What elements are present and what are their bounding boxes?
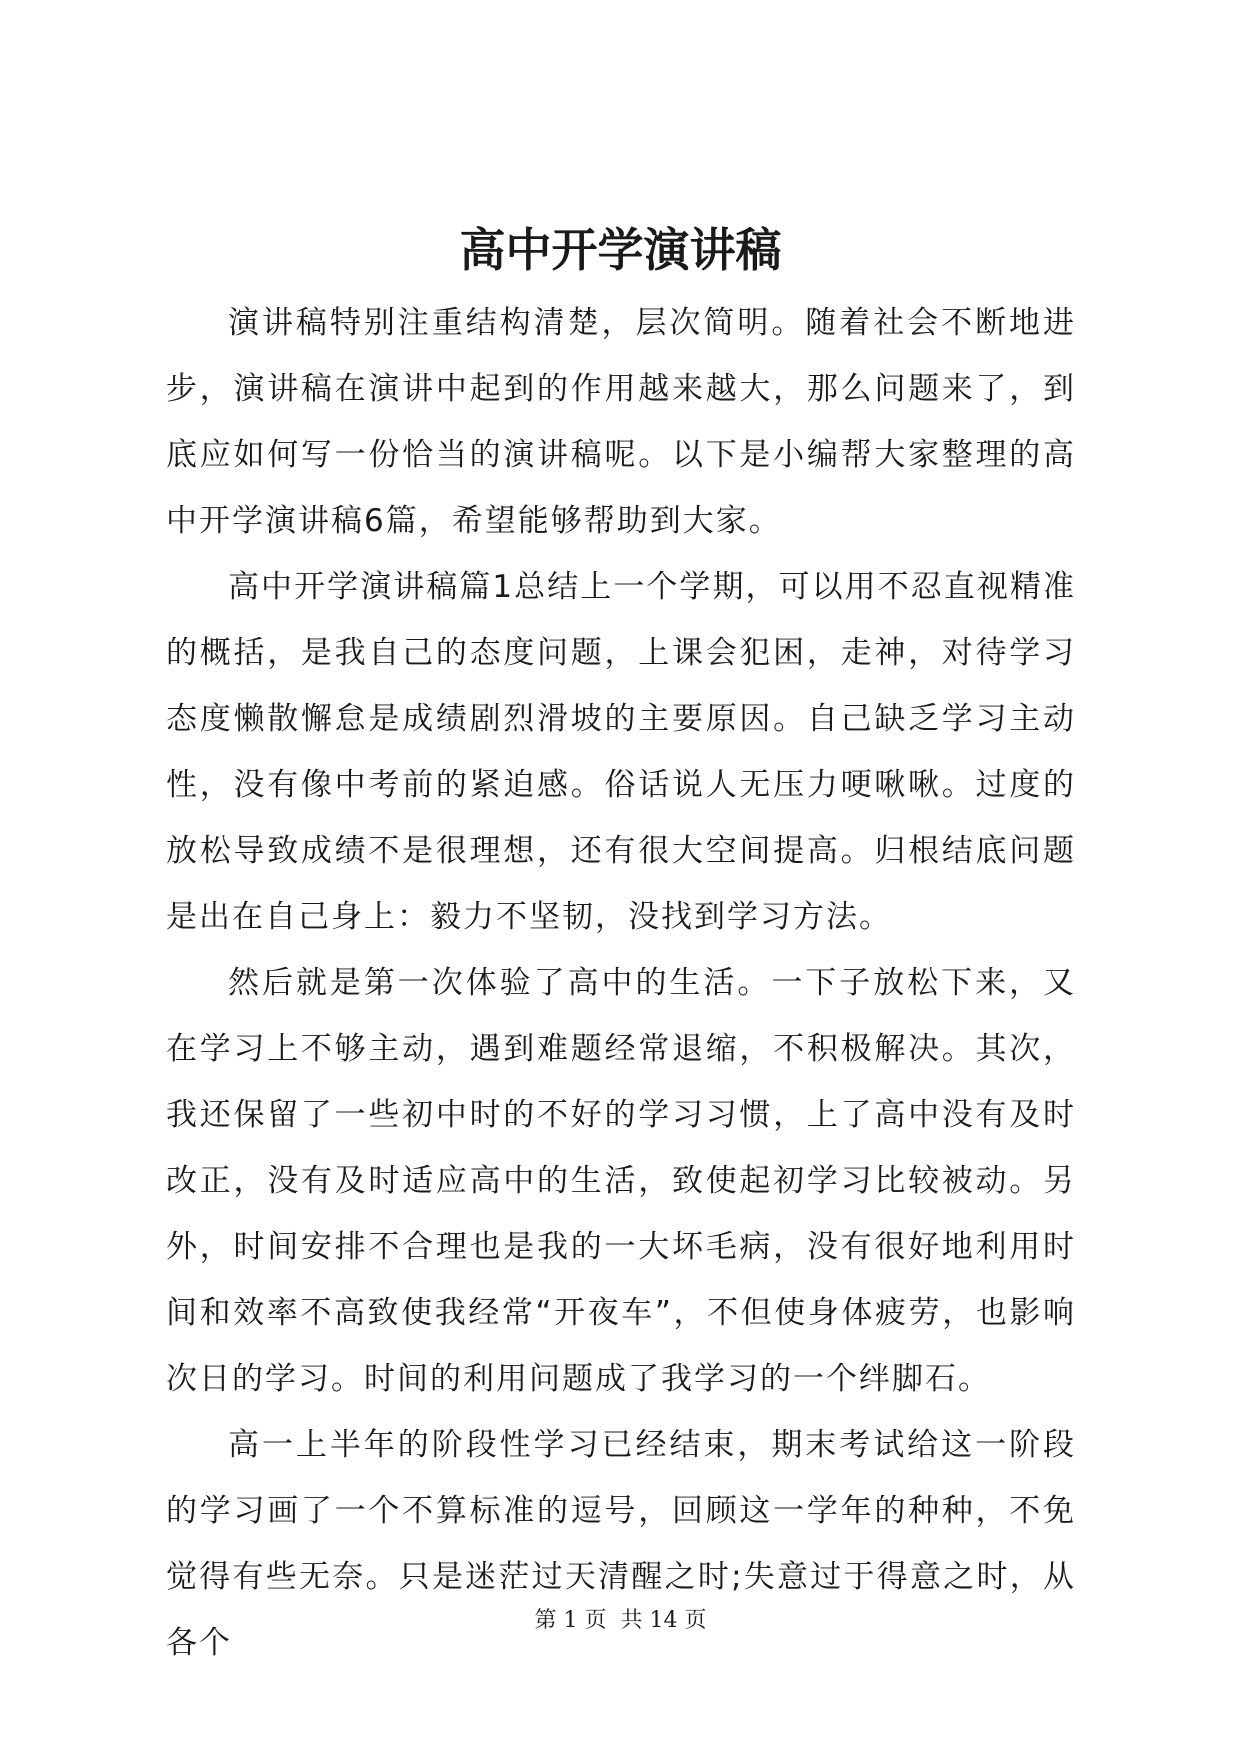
document-body	[166, 290, 1076, 1676]
document-title: 高中开学演讲稿	[459, 223, 782, 277]
paragraph-high-school-life: 然后就是第一次体验了高中的生活。一下子放松下来，又在学习上不够主动，遇到难题经常退缩，不积极解决。其次，我还保留了一些初中时的不好的学习习惯，上了高中没有及时改正，没有及时适应高中的生活，致使起初学习比较被动。另外，时间安排不合理也是我的一大坏毛病，没有很好地利用时间和效率不高致使我经常“开夜车”，不但使身体疲劳，也影响次日的学习。时间的利用问题成了我学习的一个绊脚石。	[166, 965, 1076, 1397]
paragraph-semester-review: 高一上半年的阶段性学习已经结束，期末考试给这一阶段的学习画了一个不算标准的逗号，回顾这一学年的种种，不免觉得有些无奈。只是迷茫过天清醒之时;失意过于得意之时，从各个	[166, 1427, 1076, 1661]
page-total: 共 14 页	[620, 1608, 707, 1633]
paragraph-speech-1: 高中开学演讲稿篇1总结上一个学期，可以用不忍直视精准的概括，是我自己的态度问题，上课会犯困，走神，对待学习态度懒散懈怠是成绩剧烈滑坡的主要原因。自己缺乏学习主动性，没有像中考前的紧迫感。俗话说人无压力哽啾啾。过度的放松导致成绩不是很理想，还有很大空间提高。归根结底问题是出在自己身上：毅力不坚韧，没找到学习方法。	[166, 569, 1076, 935]
page-footer	[0, 1606, 1241, 1636]
page-number: 第 1 页	[534, 1608, 607, 1633]
paragraph-intro: 演讲稿特别注重结构清楚，层次简明。随着社会不断地进步，演讲稿在演讲中起到的作用越来越大，那么问题来了，到底应如何写一份恰当的演讲稿呢。以下是小编帮大家整理的高中开学演讲稿6篇，希望能够帮助到大家。	[166, 305, 1076, 539]
